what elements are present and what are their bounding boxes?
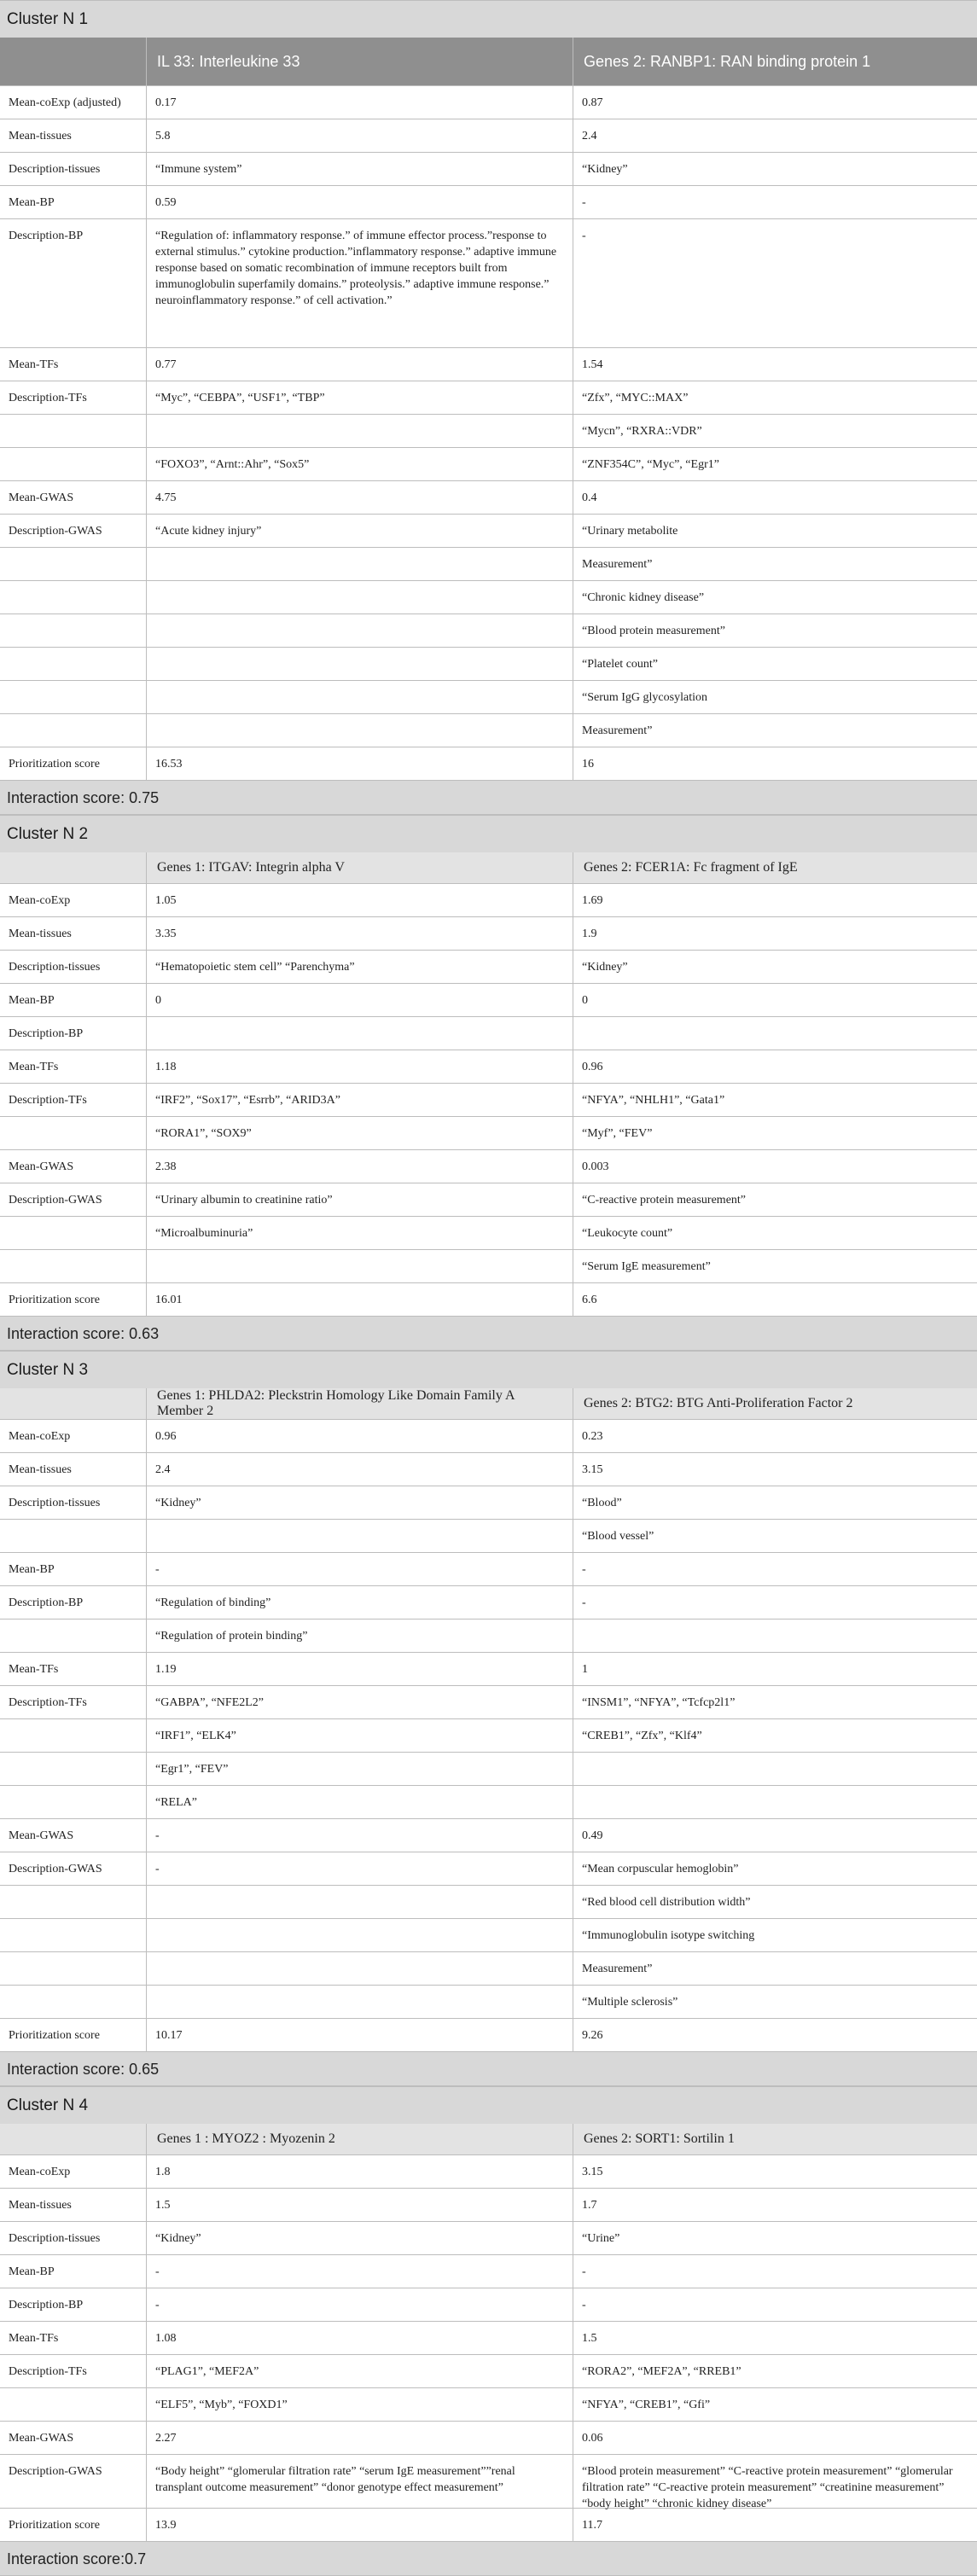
gene1-value: “Regulation of protein binding” xyxy=(147,1619,573,1652)
gene2-value: “Serum IgG glycosylation xyxy=(582,691,707,704)
interaction-score: Interaction score: 0.75 xyxy=(0,781,977,815)
row-label xyxy=(0,2388,147,2421)
gene2-value: “CREB1”, “Zfx”, “Klf4” xyxy=(582,1730,702,1742)
gene1-value: “Hematopoietic stem cell” “Parenchyma” xyxy=(147,951,573,983)
gene2-value: “INSM1”, “NFYA”, “Tcfcp2l1” xyxy=(582,1696,736,1709)
row-label xyxy=(0,1520,147,1552)
gene1-value: 13.9 xyxy=(147,2509,573,2541)
gene1-header: Genes 1: ITGAV: Integrin alpha V xyxy=(147,852,573,883)
gene2-value: 3.15 xyxy=(582,2166,603,2178)
gene1-value: 2.27 xyxy=(147,2422,573,2454)
gene1-value: - xyxy=(147,2255,573,2288)
table-row xyxy=(0,2288,977,2322)
gene1-value: 1.5 xyxy=(147,2189,573,2221)
gene2-value: - xyxy=(582,230,586,242)
row-label: Prioritization score xyxy=(0,747,147,780)
gene2-value: 3.15 xyxy=(582,1463,603,1476)
gene1-value xyxy=(147,714,573,747)
table-row xyxy=(0,548,977,581)
gene1-value: “RORA1”, “SOX9” xyxy=(147,1117,573,1149)
gene2-header: Genes 2: FCER1A: Fc fragment of IgE xyxy=(584,860,798,875)
interaction-score: Interaction score: 0.65 xyxy=(0,2052,977,2086)
row-label xyxy=(0,1786,147,1818)
row-label: Mean-tissues xyxy=(0,1453,147,1486)
row-label xyxy=(0,1719,147,1752)
gene2-value: “Blood protein measurement” “C-reactive protein measurement” “glomerular filtration rate” “C-reactive protein measurement” “creatinine measurement” “body height” “chronic kidney disease” xyxy=(582,2465,953,2510)
row-label xyxy=(0,1886,147,1918)
gene1-value: “Acute kidney injury” xyxy=(147,515,573,547)
table-row xyxy=(0,1986,977,2019)
gene-header-row xyxy=(0,2124,977,2155)
gene2-value xyxy=(573,1017,977,1050)
gene1-value: 3.35 xyxy=(147,917,573,950)
table-row xyxy=(0,1283,977,1317)
gene1-value: 0.96 xyxy=(147,1420,573,1452)
table-row xyxy=(0,1786,977,1819)
gene2-value: 1.7 xyxy=(582,2199,597,2212)
row-label xyxy=(0,1952,147,1985)
gene1-value: 16.01 xyxy=(147,1283,573,1316)
gene2-value: “Serum IgE measurement” xyxy=(582,1260,711,1273)
table-row xyxy=(0,1486,977,1520)
row-label: Description-tissues xyxy=(0,951,147,983)
gene2-value xyxy=(573,1619,977,1652)
row-label: Description-GWAS xyxy=(0,2455,147,2508)
row-label: Mean-GWAS xyxy=(0,2422,147,2454)
table-row xyxy=(0,1919,977,1952)
gene2-value: “Mean corpuscular hemoglobin” xyxy=(582,1863,739,1875)
row-label: Mean-TFs xyxy=(0,348,147,381)
row-label xyxy=(0,648,147,680)
table-row xyxy=(0,348,977,381)
cluster-section xyxy=(0,1351,977,2086)
gene2-value: “Mycn”, “RXRA::VDR” xyxy=(582,425,702,438)
cluster-section xyxy=(0,2086,977,2576)
row-label: Mean-TFs xyxy=(0,1050,147,1083)
gene1-value: “Regulation of binding” xyxy=(147,1586,573,1619)
table-row xyxy=(0,381,977,415)
table-row xyxy=(0,648,977,681)
table-row xyxy=(0,1453,977,1486)
row-label xyxy=(0,681,147,713)
row-label: Mean-TFs xyxy=(0,2322,147,2354)
gene2-value: 0.49 xyxy=(582,1829,603,1842)
gene2-value: “Chronic kidney disease” xyxy=(582,591,705,604)
gene2-value: “Kidney” xyxy=(582,163,628,176)
gene2-value: 0.003 xyxy=(582,1160,609,1173)
gene2-value: “Leukocyte count” xyxy=(582,1227,673,1240)
gene2-value: - xyxy=(582,1596,586,1609)
gene1-value: 1.18 xyxy=(147,1050,573,1083)
table-row xyxy=(0,1952,977,1986)
table-row xyxy=(0,1420,977,1453)
gene1-value: “Body height” “glomerular filtration rate” “serum IgE measurement””renal transplant outcome measurement” “donor genotype effect measurement” xyxy=(147,2455,573,2508)
table-row xyxy=(0,714,977,747)
gene1-header: Genes 1: PHLDA2: Pleckstrin Homology Like Domain Family A Member 2 xyxy=(147,1388,573,1419)
row-label: Prioritization score xyxy=(0,1283,147,1316)
gene2-value xyxy=(573,1786,977,1818)
gene2-value: “Immunoglobulin isotype switching xyxy=(582,1929,755,1942)
gene2-value: 16 xyxy=(582,758,594,770)
row-label xyxy=(0,1250,147,1282)
gene2-value: “Platelet count” xyxy=(582,658,659,671)
gene2-header: Genes 2: RANBP1: RAN binding protein 1 xyxy=(584,52,871,70)
row-label: Mean-coExp xyxy=(0,2155,147,2188)
gene1-value: “IRF2”, “Sox17”, “Esrrb”, “ARID3A” xyxy=(147,1084,573,1116)
table-row xyxy=(0,581,977,614)
gene2-value: “RORA2”, “MEF2A”, “RREB1” xyxy=(582,2365,741,2378)
row-label: Mean-tissues xyxy=(0,119,147,152)
table-row xyxy=(0,1852,977,1886)
gene1-value xyxy=(147,648,573,680)
gene1-value: “Myc”, “CEBPA”, “USF1”, “TBP” xyxy=(147,381,573,414)
row-label: Mean-coExp (adjusted) xyxy=(0,86,147,119)
table-row xyxy=(0,448,977,481)
row-label: Mean-TFs xyxy=(0,1653,147,1685)
interaction-score: Interaction score: 0.63 xyxy=(0,1317,977,1351)
gene-header-row xyxy=(0,1388,977,1420)
row-label: Description-tissues xyxy=(0,2222,147,2254)
gene1-value: “ELF5”, “Myb”, “FOXD1” xyxy=(147,2388,573,2421)
header-blank-cell xyxy=(0,38,147,85)
row-label: Description-GWAS xyxy=(0,1183,147,1216)
table-row xyxy=(0,681,977,714)
table-row xyxy=(0,2222,977,2255)
gene2-header: Genes 2: SORT1: Sortilin 1 xyxy=(584,2131,735,2146)
gene2-value: Measurement” xyxy=(582,724,653,737)
gene1-value xyxy=(147,614,573,647)
gene1-value: “Regulation of: inflammatory response.” of immune effector process.”response to external stimulus.” cytokine production.”inflammatory response.” adaptive immune response based on somatic recombination of immune receptors built from immunoglobulin superfamily domains.” proteolysis.” adaptive immune response.” neuroinflammatory response.” of cell activation.” xyxy=(147,219,573,347)
gene1-value: “Kidney” xyxy=(147,2222,573,2254)
table-row xyxy=(0,1886,977,1919)
table-row xyxy=(0,1183,977,1217)
gene2-value: 0.23 xyxy=(582,1430,603,1443)
gene1-value: “RELA” xyxy=(147,1786,573,1818)
gene2-value: 0.96 xyxy=(582,1061,603,1073)
cluster-section xyxy=(0,815,977,1351)
gene2-value: 1 xyxy=(582,1663,588,1676)
gene2-value: 1.54 xyxy=(582,358,603,371)
row-label xyxy=(0,1753,147,1785)
row-label: Mean-BP xyxy=(0,984,147,1016)
gene1-value: “Microalbuminuria” xyxy=(147,1217,573,1249)
table-row xyxy=(0,917,977,951)
table-row xyxy=(0,2189,977,2222)
gene1-value: 0 xyxy=(147,984,573,1016)
header-blank-cell xyxy=(0,852,147,883)
row-label: Description-BP xyxy=(0,219,147,347)
row-label xyxy=(0,548,147,580)
gene1-value: “GABPA”, “NFE2L2” xyxy=(147,1686,573,1718)
row-label: Description-TFs xyxy=(0,381,147,414)
gene1-value: - xyxy=(147,1553,573,1585)
table-row xyxy=(0,2355,977,2388)
gene1-value xyxy=(147,1986,573,2018)
gene1-value: 1.19 xyxy=(147,1653,573,1685)
gene1-value: “Egr1”, “FEV” xyxy=(147,1753,573,1785)
cluster-section xyxy=(0,0,977,815)
gene1-value: 0.77 xyxy=(147,348,573,381)
header-blank-cell xyxy=(0,1388,147,1419)
row-label xyxy=(0,614,147,647)
gene1-value: “Kidney” xyxy=(147,1486,573,1519)
table-row xyxy=(0,2388,977,2422)
row-label: Description-BP xyxy=(0,1586,147,1619)
table-row xyxy=(0,1753,977,1786)
row-label: Description-tissues xyxy=(0,153,147,185)
header-blank-cell xyxy=(0,2124,147,2154)
gene2-value: “C-reactive protein measurement” xyxy=(582,1194,747,1207)
gene1-value: 10.17 xyxy=(147,2019,573,2051)
gene1-value: 4.75 xyxy=(147,481,573,514)
table-row xyxy=(0,2509,977,2542)
gene2-value: Measurement” xyxy=(582,558,653,571)
row-label: Mean-GWAS xyxy=(0,481,147,514)
row-label: Description-TFs xyxy=(0,2355,147,2387)
cluster-title: Cluster N 4 xyxy=(0,2086,977,2124)
table-row xyxy=(0,884,977,917)
table-row xyxy=(0,2422,977,2455)
gene2-value: - xyxy=(582,2265,586,2278)
gene2-value: - xyxy=(582,196,586,209)
row-label: Description-GWAS xyxy=(0,515,147,547)
table-row xyxy=(0,1619,977,1653)
gene1-value: - xyxy=(147,2288,573,2321)
row-label: Mean-coExp xyxy=(0,1420,147,1452)
gene1-value xyxy=(147,1250,573,1282)
row-label xyxy=(0,581,147,613)
table-row xyxy=(0,2455,977,2509)
gene1-value: 0.17 xyxy=(147,86,573,119)
gene1-value: 1.8 xyxy=(147,2155,573,2188)
row-label: Mean-GWAS xyxy=(0,1819,147,1852)
table-row xyxy=(0,2255,977,2288)
gene2-value: “Myf”, “FEV” xyxy=(582,1127,653,1140)
gene1-value: - xyxy=(147,1852,573,1885)
gene2-value: “Urinary metabolite xyxy=(582,525,678,538)
table-row xyxy=(0,515,977,548)
gene1-header: Genes 1 : MYOZ2 : Myozenin 2 xyxy=(147,2124,573,2154)
table-row xyxy=(0,1819,977,1852)
gene1-value: 0.59 xyxy=(147,186,573,218)
gene2-value: “Urine” xyxy=(582,2232,620,2245)
table-row xyxy=(0,1017,977,1050)
gene1-value: “IRF1”, “ELK4” xyxy=(147,1719,573,1752)
cluster-title: Cluster N 2 xyxy=(0,815,977,852)
table-row xyxy=(0,481,977,515)
gene1-value: 1.05 xyxy=(147,884,573,916)
gene2-value: - xyxy=(582,1563,586,1576)
table-row xyxy=(0,1150,977,1183)
table-row xyxy=(0,1050,977,1084)
gene1-value: 16.53 xyxy=(147,747,573,780)
table-row xyxy=(0,984,977,1017)
table-row xyxy=(0,1586,977,1619)
gene1-value xyxy=(147,1919,573,1951)
gene1-value xyxy=(147,1017,573,1050)
gene2-value: “Blood” xyxy=(582,1497,622,1509)
table-row xyxy=(0,1084,977,1117)
row-label: Mean-GWAS xyxy=(0,1150,147,1183)
row-label: Description-GWAS xyxy=(0,1852,147,1885)
table-row xyxy=(0,153,977,186)
gene2-value xyxy=(573,1753,977,1785)
gene1-value: “FOXO3”, “Arnt::Ahr”, “Sox5” xyxy=(147,448,573,480)
gene2-value: “Red blood cell distribution width” xyxy=(582,1896,751,1909)
table-row xyxy=(0,1117,977,1150)
row-label: Prioritization score xyxy=(0,2509,147,2541)
row-label: Description-tissues xyxy=(0,1486,147,1519)
gene2-value: 2.4 xyxy=(582,130,597,142)
table-row xyxy=(0,1520,977,1553)
table-row xyxy=(0,1553,977,1586)
cluster-title: Cluster N 1 xyxy=(0,0,977,38)
gene1-value: 2.4 xyxy=(147,1453,573,1486)
row-label: Mean-BP xyxy=(0,1553,147,1585)
gene1-value: “Urinary albumin to creatinine ratio” xyxy=(147,1183,573,1216)
table-row xyxy=(0,86,977,119)
table-row xyxy=(0,2322,977,2355)
row-label xyxy=(0,1217,147,1249)
gene1-value: 2.38 xyxy=(147,1150,573,1183)
row-label xyxy=(0,1117,147,1149)
gene1-value: “PLAG1”, “MEF2A” xyxy=(147,2355,573,2387)
table-row xyxy=(0,614,977,648)
gene2-value: “Kidney” xyxy=(582,961,628,974)
table-row xyxy=(0,186,977,219)
gene1-value: 1.08 xyxy=(147,2322,573,2354)
gene1-value xyxy=(147,1520,573,1552)
table-row xyxy=(0,747,977,781)
table-row xyxy=(0,2155,977,2189)
table-row xyxy=(0,1217,977,1250)
row-label xyxy=(0,1986,147,2018)
row-label: Description-BP xyxy=(0,2288,147,2321)
gene-header-row xyxy=(0,38,977,86)
table-row xyxy=(0,1719,977,1753)
gene2-header: Genes 2: BTG2: BTG Anti-Proliferation Factor 2 xyxy=(584,1396,853,1410)
gene2-value: 1.9 xyxy=(582,927,597,940)
gene-header-row xyxy=(0,852,977,884)
gene1-value xyxy=(147,1952,573,1985)
row-label xyxy=(0,1919,147,1951)
row-label: Mean-BP xyxy=(0,186,147,218)
row-label: Description-BP xyxy=(0,1017,147,1050)
row-label: Mean-coExp xyxy=(0,884,147,916)
table-row xyxy=(0,2019,977,2052)
gene2-value: 0 xyxy=(582,994,588,1007)
gene2-value: 0.4 xyxy=(582,491,597,504)
gene2-value: 6.6 xyxy=(582,1294,597,1306)
gene2-value: “Multiple sclerosis” xyxy=(582,1996,678,2009)
cluster-title: Cluster N 3 xyxy=(0,1351,977,1388)
gene2-value: 0.06 xyxy=(582,2432,603,2445)
gene1-value xyxy=(147,1886,573,1918)
table-row xyxy=(0,219,977,348)
table-row xyxy=(0,951,977,984)
gene1-value xyxy=(147,548,573,580)
gene2-value: “NFYA”, “CREB1”, “Gfi” xyxy=(582,2399,711,2411)
table-row xyxy=(0,1686,977,1719)
row-label: Mean-tissues xyxy=(0,2189,147,2221)
gene1-value xyxy=(147,681,573,713)
gene1-value xyxy=(147,581,573,613)
gene1-value: “Immune system” xyxy=(147,153,573,185)
gene2-value: 1.69 xyxy=(582,894,603,907)
row-label: Description-TFs xyxy=(0,1084,147,1116)
gene2-value: “NFYA”, “NHLH1”, “Gata1” xyxy=(582,1094,725,1107)
gene2-value: 0.87 xyxy=(582,96,603,109)
table-row xyxy=(0,1653,977,1686)
table-row xyxy=(0,415,977,448)
row-label xyxy=(0,415,147,447)
gene1-header: IL 33: Interleukine 33 xyxy=(147,38,573,85)
gene2-value: 11.7 xyxy=(582,2519,602,2532)
row-label: Mean-tissues xyxy=(0,917,147,950)
row-label: Prioritization score xyxy=(0,2019,147,2051)
row-label: Description-TFs xyxy=(0,1686,147,1718)
gene2-value: “Blood vessel” xyxy=(582,1530,654,1543)
row-label xyxy=(0,714,147,747)
gene1-value xyxy=(147,415,573,447)
gene2-value: Measurement” xyxy=(582,1963,653,1975)
interaction-score: Interaction score:0.7 xyxy=(0,2542,977,2576)
table-row xyxy=(0,119,977,153)
gene2-value: “ZNF354C”, “Myc”, “Egr1” xyxy=(582,458,719,471)
gene2-value: 9.26 xyxy=(582,2029,603,2042)
gene2-value: “Blood protein measurement” xyxy=(582,625,725,637)
gene2-value: - xyxy=(582,2299,586,2311)
row-label: Mean-BP xyxy=(0,2255,147,2288)
table-row xyxy=(0,1250,977,1283)
gene2-value: 1.5 xyxy=(582,2332,597,2345)
gene1-value: - xyxy=(147,1819,573,1852)
row-label xyxy=(0,1619,147,1652)
gene2-value: “Zfx”, “MYC::MAX” xyxy=(582,392,689,404)
gene1-value: 5.8 xyxy=(147,119,573,152)
row-label xyxy=(0,448,147,480)
